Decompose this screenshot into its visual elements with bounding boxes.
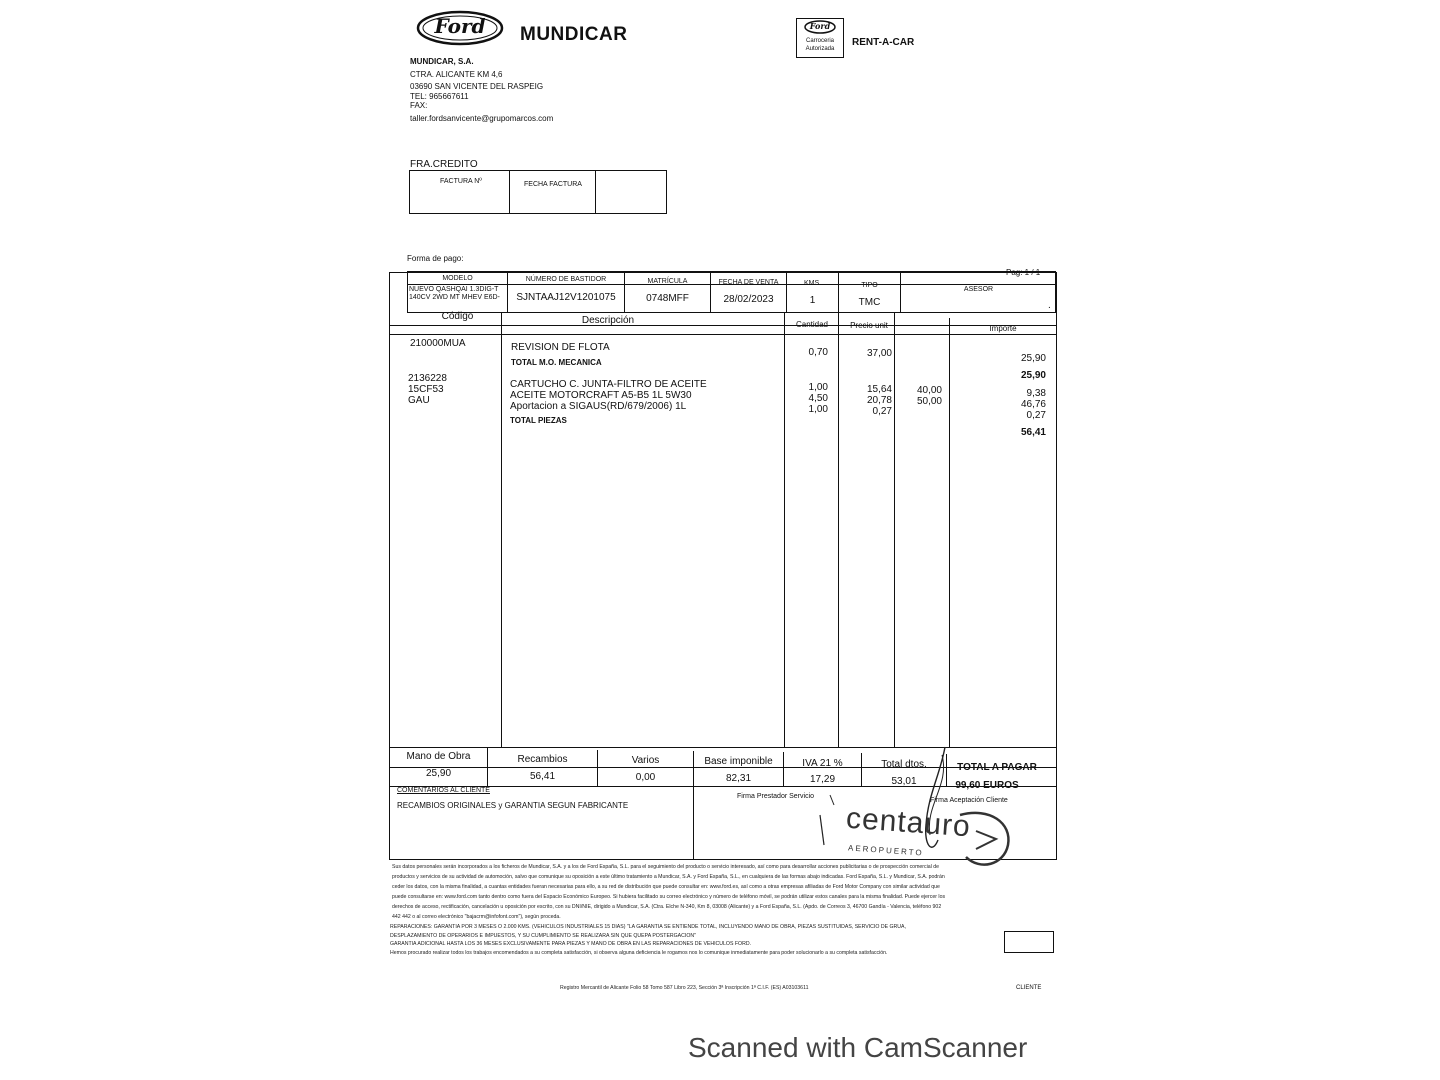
totals-header-total-dtos: Total dtos. — [881, 759, 927, 770]
part-quantity: 4,50 — [808, 393, 828, 404]
labor-amount: 25,90 — [1020, 353, 1046, 364]
comments-text: RECAMBIOS ORIGINALES y GARANTIA SEGUN FABRICANTE — [397, 801, 629, 810]
part-discount: 50,00 — [916, 396, 942, 407]
badge-line-2: Autorizada — [805, 46, 835, 52]
vehicle-advisor: . — [1048, 300, 1051, 311]
warranty-line: Hemos procurado realizar todos los trabajos encomendados a su completa satisfacción, si observa alguna deficiencia le rogamos nos lo comunique inmediatamente para poder solucionarlo a su completa satisfacción. — [390, 949, 888, 956]
divider — [501, 313, 502, 747]
totals-header-base-imponible: Base imponible — [704, 756, 773, 767]
labor-unit-price: 37,00 — [866, 348, 892, 359]
privacy-line: 442 442 o al correo electrónico "bajacrm@infofont.com"), según proceda. — [392, 914, 561, 920]
labor-total-value: 25,90 — [1020, 370, 1046, 381]
vehicle-vin: SJNTAAJ12V1201075 — [516, 292, 616, 303]
camscanner-watermark: Scanned with CamScanner — [688, 1032, 1028, 1063]
total-mano-obra: 25,90 — [425, 768, 452, 779]
totals-header-iva: IVA 21 % — [802, 758, 843, 769]
totals-header-mano-obra: Mano de Obra — [406, 751, 471, 762]
labor-description: REVISION DE FLOTA — [511, 342, 610, 353]
company-address-1: CTRA. ALICANTE KM 4,6 — [410, 70, 503, 79]
vehicle-type: TMC — [858, 297, 881, 308]
part-description: Aportacion a SIGAUS(RD/679/2006) 1L — [510, 401, 687, 412]
vehicle-model-line-1: NUEVO QASHQAI 1.3DIG-T — [409, 286, 499, 293]
firma-cliente-label: Firma Aceptación Cliente — [930, 797, 1008, 804]
header-tipo: TIPO — [861, 282, 878, 289]
divider — [894, 313, 895, 747]
totals-header-total-a-pagar: TOTAL A PAGAR — [957, 762, 1037, 773]
divider — [595, 171, 596, 213]
invoice-type-title: FRA.CREDITO — [410, 159, 478, 170]
labor-code: 210000MUA — [410, 338, 466, 349]
registry-line: Registro Mercantil de Alicante Folio 58 Tomo 587 Libro 223, Sección 3ª Inscripción 1ª C.I.F. (ES) A03103611 — [560, 985, 809, 991]
copy-label: CLIENTE — [1016, 985, 1042, 991]
company-email: taller.fordsanvicente@grupomarcos.com — [410, 114, 554, 123]
warranty-line: DESPLAZAMIENTO DE OPERARIOS E IMPUESTOS, Y SU CUMPLIMIENTO SE REALIZARA SIN QUE QUEPA POSTERGACION" — [390, 932, 696, 939]
labor-quantity: 0,70 — [808, 347, 828, 358]
warranty-notice — [390, 923, 1000, 957]
column-importe: Importe — [989, 324, 1017, 333]
part-quantity: 1,00 — [808, 382, 828, 393]
part-code: 2136228 — [408, 373, 447, 384]
header-matricula: MATRÍCULA — [647, 278, 688, 285]
total-recambios: 56,41 — [529, 771, 556, 782]
privacy-line: ceder los datos, con la misma finalidad, a cuantas entidades fueran necesarias para ello, a su red de distribución que puede consultar en: www.ford.es, así como a otras empresas afiliadas de Ford Motor Company con similar actividad que — [392, 884, 940, 890]
total-a-pagar: 99,60 EUROS — [955, 780, 1019, 791]
factura-label: FACTURA Nº — [440, 178, 482, 185]
part-description: ACEITE MOTORCRAFT A5-B5 1L 5W30 — [510, 390, 692, 401]
rent-a-car-label: RENT-A-CAR — [852, 37, 915, 48]
column-descripcion: Descripción — [581, 315, 635, 326]
centauro-stamp-sub: AEROPUERTO — [847, 843, 924, 858]
divider — [509, 171, 510, 213]
company-tel: TEL: 965667611 — [410, 92, 469, 101]
total-dtos: 53,01 — [891, 776, 917, 787]
privacy-line: derechos de acceso, rectificación, cancelación u oposición por escrito, con su DNI/NIE, dirigido a Mundicar, S.A. (Ctra. Elche N-340, Km 8, 03008 (Alicante) y a Ford España, S.L. (Apdo. de Correos 3, 46700 Gandía - Valencia, teléfono 902 — [392, 904, 942, 910]
part-unit-price: 20,78 — [866, 395, 892, 406]
totals-header-recambios: Recambios — [517, 754, 568, 765]
vehicle-sale-date: 28/02/2023 — [723, 294, 774, 305]
divider — [949, 318, 950, 748]
header-modelo: MODELO — [442, 275, 473, 282]
forma-de-pago-label: Forma de pago: — [407, 254, 464, 263]
divider — [838, 313, 839, 747]
privacy-line: Sus datos personales serán incorporados a los ficheros de Mundicar, S.A. y a los de Ford España, S.L. para el seguimiento del producto o servicio interesado, así como para desarrollar acciones publicitarias o de prospección comercial de — [392, 864, 939, 870]
firma-prestador-label: Firma Prestador Servicio — [737, 793, 815, 800]
badge-line-1: Carroceria — [805, 38, 834, 44]
divider — [693, 751, 694, 859]
centauro-stamp-logo: centauro — [845, 801, 972, 844]
divider — [786, 271, 787, 313]
vehicle-plate: 0748MFF — [646, 293, 689, 304]
column-cantidad: Cantidad — [795, 320, 829, 329]
vehicle-model-line-2: 140CV 2WD MT MHEV E6D- — [409, 294, 500, 301]
part-unit-price: 0,27 — [872, 406, 892, 417]
labor-total-label: TOTAL M.O. MECANICA — [511, 358, 602, 367]
part-code: 15CF53 — [408, 384, 444, 395]
part-discount: 40,00 — [916, 385, 942, 396]
divider — [389, 334, 1057, 335]
part-description: CARTUCHO C. JUNTA-FILTRO DE ACEITE — [510, 379, 707, 390]
certification-stamp — [1004, 931, 1054, 953]
column-codigo: Código — [441, 311, 474, 322]
comments-label: COMENTARIOS AL CLIENTE — [397, 787, 490, 794]
ford-logo-text: Ford — [434, 14, 486, 38]
part-code: GAU — [408, 395, 430, 406]
warranty-line: REPARACIONES: GARANTIA POR 3 MESES O 2.000 KMS. (VEHICULOS INDUSTRIALES 15 DIAS) "LA GARANTIA SE ENTIENDE TOTAL, INCLUYENDO MANO DE OBRA, PIEZAS SUSTITUIDAS, SERVICIO DE GRUA, — [390, 924, 906, 930]
part-amount: 0,27 — [1026, 410, 1046, 421]
part-quantity: 1,00 — [808, 404, 828, 415]
company-fax: FAX: — [410, 101, 428, 110]
privacy-line: productos y servicios de su actividad de automoción, salvo que comunique su oposición a este último tratamiento a Mundicar, S.A. y Ford España, S.L., en cualquiera de las formas abajo indicadas. Ford España, S.L. y Mundicar, S.A. podrán — [392, 874, 945, 880]
part-amount: 9,38 — [1026, 388, 1046, 399]
warranty-line: GARANTIA ADICIONAL HASTA LOS 36 MESES EXCLUSIVAMENTE PARA PIEZAS Y MANO DE OBRA EN LAS REPARACIONES DE VEHICULOS FORD. — [390, 941, 752, 947]
header-asesor: ASESOR — [963, 286, 994, 293]
column-precio: Precio unit — [850, 321, 888, 330]
privacy-line: puede consultarse en: www.ford.com tanto dentro como fuera del Espacio Económico Europeo. Si hubiera facilitado su correo electrónico y número de teléfono móvil, se podrán utilizar estos canales para la misma finalidad. Puede ejercer los — [392, 894, 946, 900]
privacy-notice — [392, 862, 1042, 922]
part-unit-price: 15,64 — [866, 384, 892, 395]
fecha-factura-label: FECHA FACTURA — [524, 181, 582, 188]
header-fecha-venta: FECHA DE VENTA — [718, 279, 779, 286]
divider — [784, 313, 785, 747]
ford-badge-text: Ford — [809, 21, 831, 31]
total-iva: 17,29 — [809, 774, 836, 785]
part-amount: 46,76 — [1020, 399, 1046, 410]
company-name: MUNDICAR, S.A. — [410, 57, 474, 66]
company-address-2: 03690 SAN VICENTE DEL RASPEIG — [410, 82, 544, 91]
parts-total-value: 56,41 — [1020, 427, 1046, 438]
vehicle-kms: 1 — [809, 295, 816, 306]
total-base-imponible: 82,31 — [725, 773, 752, 784]
header-kms: KMS. — [803, 280, 822, 287]
parts-total-label: TOTAL PIEZAS — [510, 416, 567, 425]
totals-header-varios: Varios — [631, 755, 660, 766]
header-bastidor: NÚMERO DE BASTIDOR — [525, 276, 607, 283]
total-varios: 0,00 — [635, 772, 656, 783]
company-title: MUNDICAR — [520, 24, 628, 45]
page-indicator: Pag: 1 / 1 — [1006, 268, 1041, 277]
